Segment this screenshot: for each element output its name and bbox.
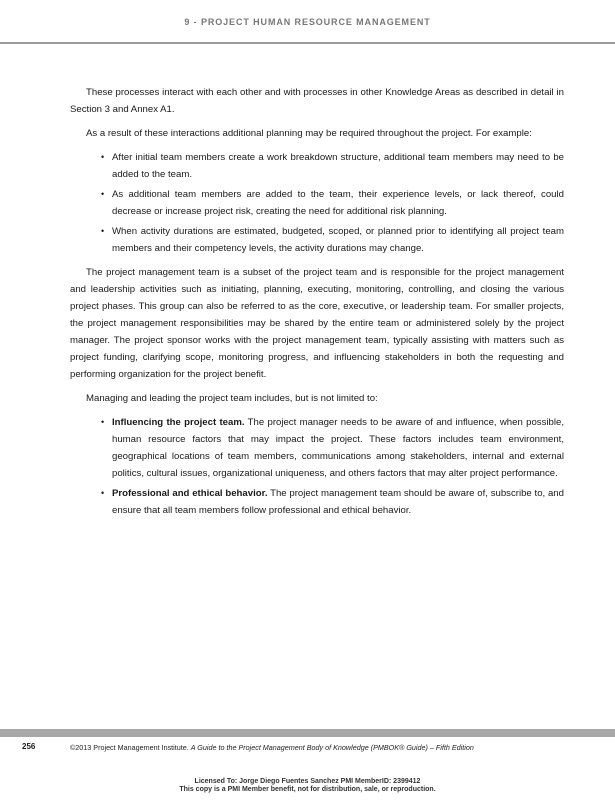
planning-examples-list <box>70 149 564 257</box>
book-title: A Guide to the Project Management Body of Knowledge (PMBOK® Guide) – Fifth Edition <box>190 743 474 752</box>
paragraph-additional-planning: As a result of these interactions additional planning may be required throughout the project. For example: <box>86 128 532 139</box>
managing-team-list <box>70 414 564 519</box>
list-item-text: After initial team members create a work breakdown structure, additional team members may need to be added to the team. <box>112 152 564 180</box>
bullet-icon: • <box>101 152 105 162</box>
list-item <box>101 149 564 183</box>
list-item-text: When activity durations are estimated, budgeted, scoped, or planned prior to identifying all project team members and their competency levels, the activity durations may change. <box>112 226 564 254</box>
page-footer <box>0 742 615 756</box>
page-number: 256 <box>22 742 36 751</box>
list-item-text: As additional team members are added to the team, their experience levels, or lack thereof, could decrease or increase project risk, creating the need for additional risk planning. <box>112 189 564 217</box>
bullet-icon: • <box>101 417 105 427</box>
list-item <box>101 485 564 519</box>
page-body <box>70 84 564 526</box>
list-item <box>101 414 564 482</box>
page-header <box>0 0 615 44</box>
footer-divider <box>0 729 615 737</box>
bullet-icon: • <box>101 488 105 498</box>
bullet-icon: • <box>101 226 105 236</box>
paragraph-managing-leading: Managing and leading the project team includes, but is not limited to: <box>86 393 378 404</box>
copyright-prefix: ©2013 Project Management Institute. <box>70 743 191 752</box>
list-item-term: Influencing the project team. <box>112 417 245 428</box>
paragraph-project-management-team: The project management team is a subset of the project team and is responsible for the project management and leadership activities such as initiating, planning, executing, monitoring, controlling, and closing the various project phases. This group can also be referred to as the core, executive, or leadership team. For smaller projects, the project management responsibilities may be shared by the entire team or administered solely by the project manager. The project sponsor works with the project management team, typically assisting with matters such as project funding, clarifying scope, monitoring progress, and influencing stakeholders in both the requesting and performing organization for the project benefit. <box>70 267 564 380</box>
license-terms: This copy is a PMI Member benefit, not for distribution, sale, or reproduction. <box>179 786 436 793</box>
list-item <box>101 186 564 220</box>
paragraph-processes-interact: These processes interact with each other and with processes in other Knowledge Areas as described in detail in Section 3 and Annex A1. <box>70 87 564 115</box>
list-item-text: The project management team should be aware of, subscribe to, and ensure that all team members follow professional and ethical behavior. <box>112 488 564 516</box>
copyright-notice <box>70 743 474 752</box>
header-divider <box>0 42 615 44</box>
chapter-title: 9 - PROJECT HUMAN RESOURCE MANAGEMENT <box>184 17 431 27</box>
list-item <box>101 223 564 257</box>
list-item-text: The project manager needs to be aware of and influence, when possible, human resource factors that may impact the project. These factors includes team environment, geographical locations of team members, communications among stakeholders, internal and external politics, cultural issues, organizational uniqueness, and others factors that may alter project performance. <box>112 417 564 479</box>
license-notice <box>0 778 615 794</box>
bullet-icon: • <box>101 189 105 199</box>
list-item-term: Professional and ethical behavior. <box>112 488 268 499</box>
license-holder: Licensed To: Jorge Diego Fuentes Sanchez PMI MemberID: 2399412 <box>194 778 421 785</box>
